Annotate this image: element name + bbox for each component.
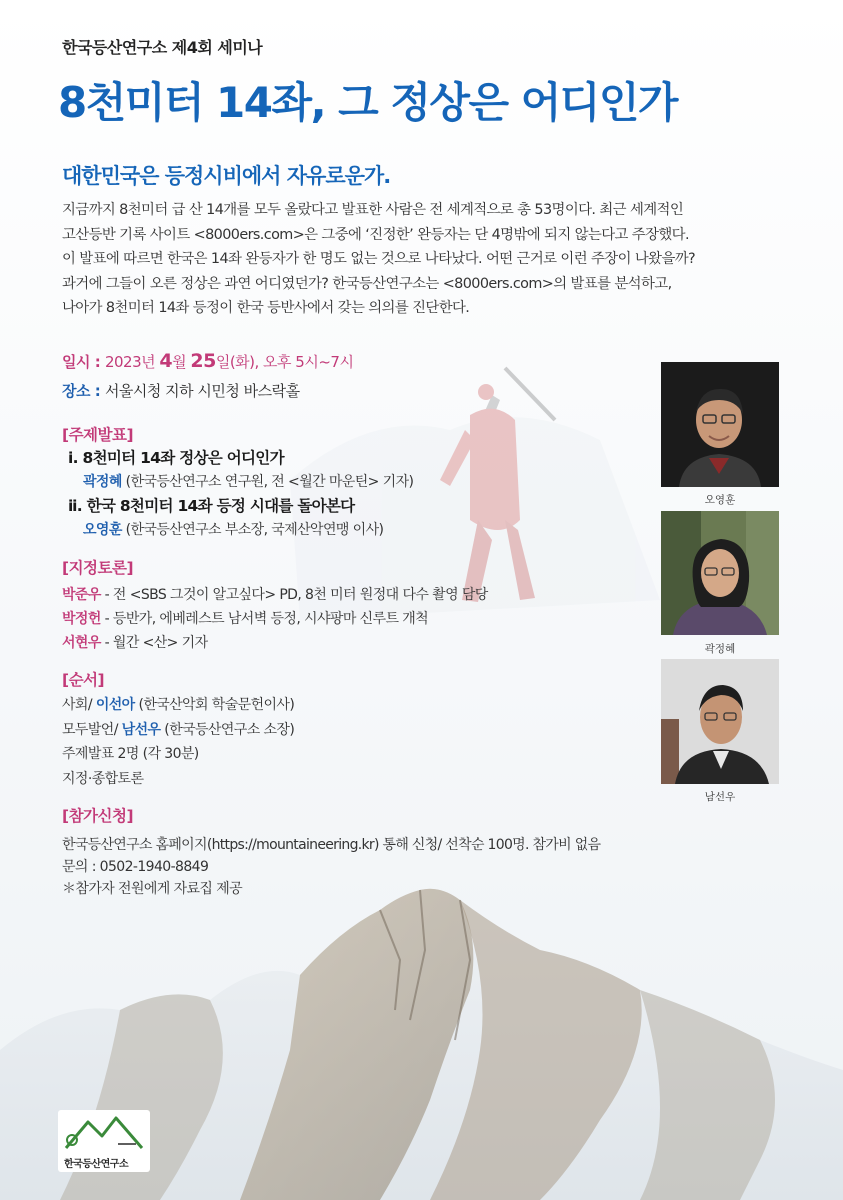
- photo-caption: 곽정혜: [704, 643, 736, 655]
- logo: [58, 1110, 150, 1172]
- discussion-heading: [지정토론]: [62, 559, 134, 577]
- registration-heading: [참가신청]: [62, 807, 134, 825]
- place-row: [62, 380, 300, 401]
- intro-line: 과거에 그들이 오른 정상은 과연 어디였던가? 한국등산연구소는 <8000ers.com>의 발표를 분석하고,: [62, 275, 672, 292]
- presentations-heading: [주제발표]: [62, 426, 134, 444]
- intro-line: 나아가 8천미터 14좌 등정이 한국 등반사에서 갖는 의의를 진단한다.: [62, 300, 470, 317]
- discussant-row: [62, 608, 428, 628]
- date-rest: 일(화), 오후 5시~7시: [215, 353, 354, 371]
- opening-name: 남선우: [121, 722, 161, 738]
- intro-line: 지금까지 8천미터 급 산 14개를 모두 올랐다고 발표한 사람은 전 세계적으로 총 53명이다. 최근 세계적인: [62, 202, 684, 218]
- date-month-unit: 월: [172, 353, 191, 371]
- photo-caption: 오영훈: [704, 494, 736, 506]
- discussant-name: 박준우: [62, 587, 101, 603]
- discussant-name: 박정헌: [62, 611, 101, 627]
- date-month: 4: [159, 350, 173, 372]
- talk-title-1: ⅰ. 8천미터 14좌 정상은 어디인가: [68, 449, 284, 467]
- date-label: 일시 :: [62, 353, 105, 371]
- photo-kwak-junghye: [661, 511, 779, 635]
- discussant-desc: - 등반가, 에베레스트 남서벽 등정, 시샤팡마 신루트 개척: [100, 611, 429, 627]
- discussant-row: [62, 584, 488, 604]
- portrait-image: [661, 659, 779, 784]
- moderator-name: 이선아: [95, 697, 135, 713]
- intro-line: 이 발표에 따르면 한국은 14좌 완등자가 한 명도 없는 것으로 나타났다. 어떤 근거로 이런 주장이 나왔을까?: [62, 251, 696, 268]
- talk-speaker-2: [83, 519, 383, 539]
- talk-title-2: ⅱ. 한국 8천미터 14좌 등정 시대를 돌아본다: [68, 497, 355, 515]
- speaker-name: 오영훈: [83, 522, 122, 538]
- moderator-prefix: 사회/: [62, 697, 96, 713]
- date-year: 2023년: [104, 353, 160, 371]
- talk-speaker-1: [83, 471, 413, 491]
- photo-oh-younghoon: [661, 362, 779, 487]
- talks-row: 주제발표 2명 (각 30분): [62, 746, 199, 762]
- portrait-image: [661, 362, 779, 487]
- place-label: 장소 :: [62, 382, 105, 400]
- contact-line: 문의 : 0502-1940-8849: [62, 859, 209, 875]
- place-value: 서울시청 지하 시민청 바스락홀: [104, 382, 300, 400]
- note-line: ＊참가자 전원에게 자료집 제공: [62, 881, 243, 897]
- date-row: [62, 350, 353, 372]
- opening-suffix: (한국등산연구소 소장): [160, 722, 295, 738]
- discussant-desc: - 월간 <산> 기자: [100, 635, 208, 651]
- logo-text: 한국등산연구소: [64, 1159, 129, 1170]
- page-title: 8천미터 14좌, 그 정상은 어디인가: [58, 78, 677, 127]
- speaker-name: 곽정혜: [83, 474, 122, 490]
- speaker-affiliation: (한국등산연구소 부소장, 국제산악연맹 이사): [121, 522, 384, 538]
- debate-row: 지정·종합토론: [62, 771, 144, 787]
- discussant-desc: - 전 <SBS 그것이 알고싶다> PD, 8천 미터 원정대 다수 촬영 담당: [100, 587, 488, 603]
- subtitle: 대한민국은 등정시비에서 자유로운가.: [62, 164, 391, 188]
- mountain-logo-icon: [58, 1110, 150, 1154]
- series-label: 한국등산연구소 제4회 세미나: [62, 38, 263, 57]
- portrait-image: [661, 511, 779, 635]
- photo-caption: 남선우: [704, 791, 736, 803]
- date-day: 25: [190, 350, 216, 372]
- intro-paragraph: [62, 198, 797, 321]
- moderator-suffix: (한국산악회 학술문헌이사): [134, 697, 295, 713]
- intro-line: 고산등반 기록 사이트 <8000ers.com>은 그중에 ‘진정한’ 완등자는 단 4명밖에 되지 않는다고 주장했다.: [62, 226, 689, 243]
- photo-nam-sunwoo: [661, 659, 779, 784]
- opening-prefix: 모두발언/: [62, 722, 122, 738]
- speaker-affiliation: (한국등산연구소 연구원, 전 <월간 마운틴> 기자): [121, 474, 414, 490]
- order-heading: [순서]: [62, 671, 105, 689]
- registration-line: 한국등산연구소 홈페이지(https://mountaineering.kr) 통해 신청/ 선착순 100명. 참가비 없음: [62, 837, 601, 853]
- discussant-row: [62, 632, 208, 652]
- opening-row: [62, 719, 294, 739]
- moderator-row: [62, 694, 294, 714]
- discussant-name: 서현우: [62, 635, 101, 651]
